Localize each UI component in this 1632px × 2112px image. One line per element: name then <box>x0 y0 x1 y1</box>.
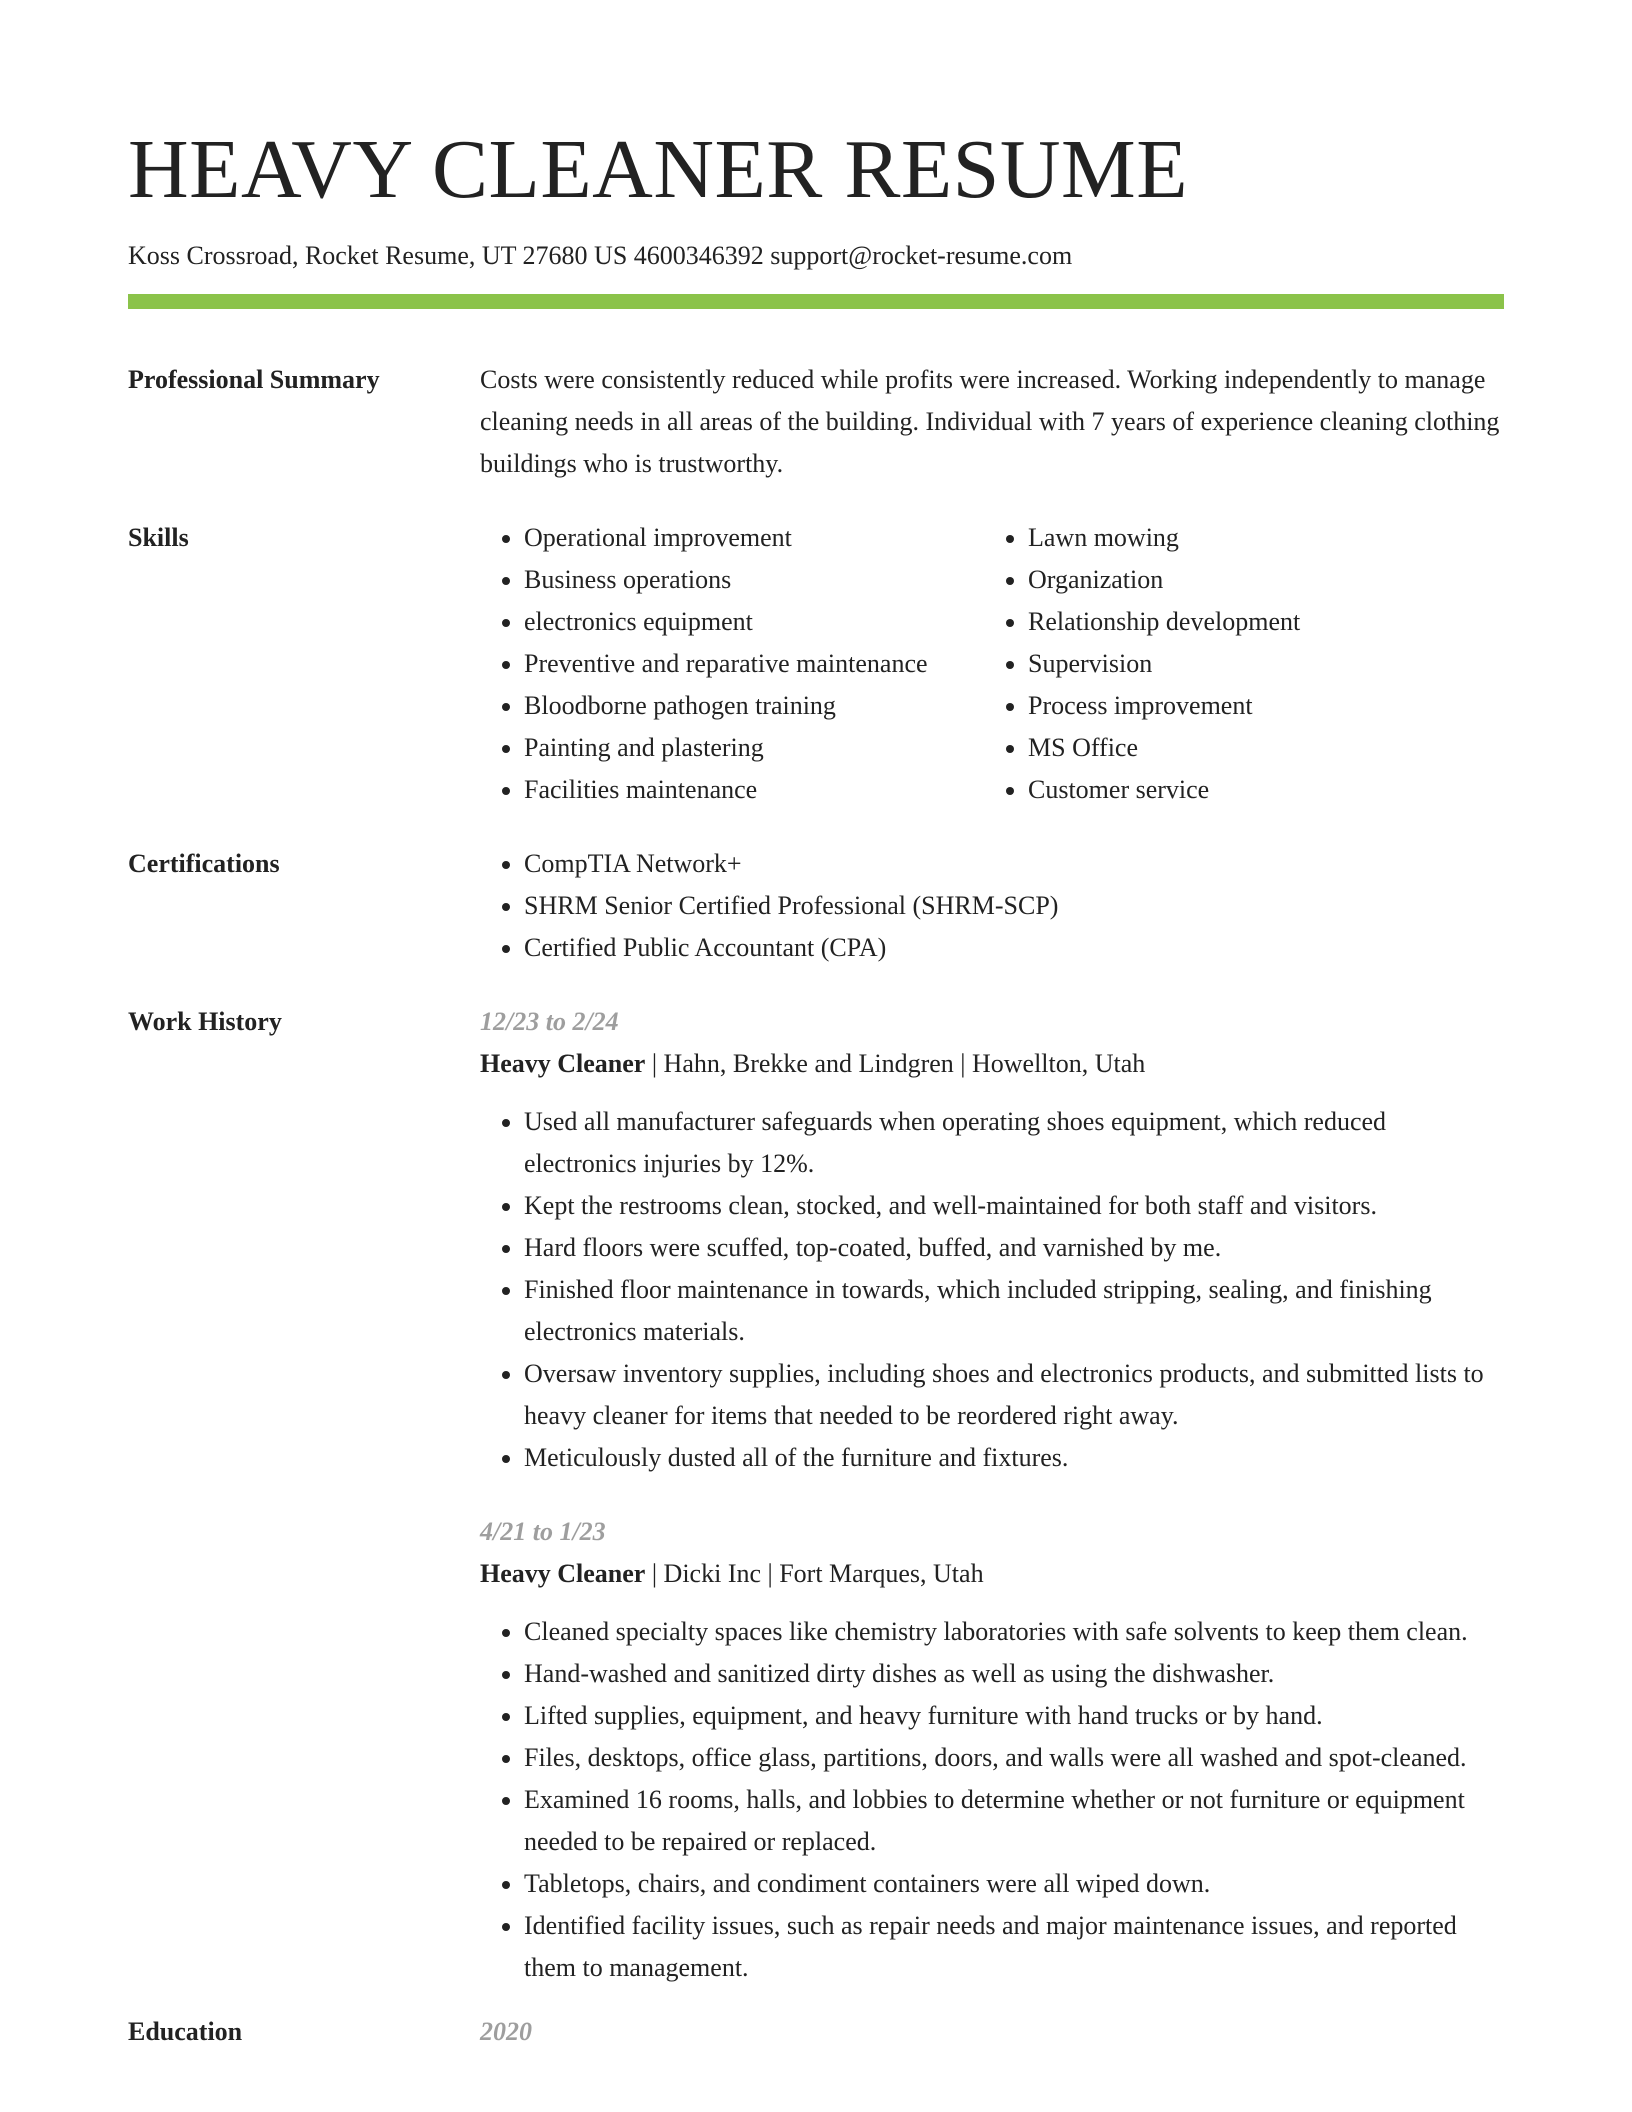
section-label: Education <box>128 2017 243 2046</box>
certification-item: • Certified Public Accountant (CPA) <box>524 927 1504 969</box>
job-title: Heavy Cleaner <box>480 1559 646 1588</box>
certifications-list <box>480 843 1504 969</box>
job-entry <box>480 1511 1504 1989</box>
skill-item: • Organization <box>1028 559 1504 601</box>
certifications-section <box>128 843 1504 969</box>
job-employer-location: | Hahn, Brekke and Lindgren | Howellton, Utah <box>645 1049 1146 1078</box>
section-label: Certifications <box>128 849 280 878</box>
job-bullets <box>480 1611 1504 1989</box>
certification-item: • SHRM Senior Certified Professional (SHRM-SCP) <box>524 885 1504 927</box>
summary-text: Costs were consistently reduced while profits were increased. Working independently to manage cleaning needs in all areas of the building. Individual with 7 years of experience cleaning clothing buildings who is trustworthy. <box>480 365 1500 478</box>
job-dates: 4/21 to 1/23 <box>480 1517 606 1546</box>
skills-column-2 <box>984 517 1504 811</box>
skill-item: • electronics equipment <box>524 601 984 643</box>
skill-item: • Supervision <box>1028 643 1504 685</box>
job-employer-location: | Dicki Inc | Fort Marques, Utah <box>645 1559 984 1588</box>
job-bullet: • Lifted supplies, equipment, and heavy furniture with hand trucks or by hand. <box>524 1695 1504 1737</box>
job-bullet: • Oversaw inventory supplies, including shoes and electronics products, and submitted lists to heavy cleaner for items that needed to be reordered right away. <box>524 1353 1504 1437</box>
skill-item: • Painting and plastering <box>524 727 984 769</box>
job-dates: 12/23 to 2/24 <box>480 1007 619 1036</box>
professional-summary-section <box>128 359 1504 485</box>
job-bullet: • Kept the restrooms clean, stocked, and well-maintained for both staff and visitors. <box>524 1185 1504 1227</box>
skill-item: • Lawn mowing <box>1028 517 1504 559</box>
skill-item: • Process improvement <box>1028 685 1504 727</box>
skill-item: • Operational improvement <box>524 517 984 559</box>
job-heading <box>480 1553 1504 1595</box>
section-label: Work History <box>128 1007 282 1036</box>
job-heading <box>480 1043 1504 1085</box>
skill-item: • Customer service <box>1028 769 1504 811</box>
job-bullet: • Hand-washed and sanitized dirty dishes as well as using the dishwasher. <box>524 1653 1504 1695</box>
certification-item: • CompTIA Network+ <box>524 843 1504 885</box>
resume-page <box>128 0 1504 2053</box>
section-label: Skills <box>128 523 189 552</box>
skill-item: • Relationship development <box>1028 601 1504 643</box>
education-section <box>128 2011 1504 2053</box>
skill-item: • Business operations <box>524 559 984 601</box>
job-bullet: • Meticulously dusted all of the furniture and fixtures. <box>524 1437 1504 1479</box>
section-label: Professional Summary <box>128 365 380 394</box>
job-bullet: • Tabletops, chairs, and condiment containers were all wiped down. <box>524 1863 1504 1905</box>
accent-divider <box>128 294 1504 309</box>
resume-title: HEAVY CLEANER RESUME <box>128 123 1189 216</box>
skills-list <box>480 517 1504 811</box>
job-title: Heavy Cleaner <box>480 1049 646 1078</box>
job-bullet: • Identified facility issues, such as repair needs and major maintenance issues, and reported them to management. <box>524 1905 1504 1989</box>
skills-column-1 <box>480 517 984 811</box>
contact-line: Koss Crossroad, Rocket Resume, UT 27680 US 4600346392 support@rocket-resume.com <box>128 241 1073 270</box>
job-bullet: • Hard floors were scuffed, top-coated, buffed, and varnished by me. <box>524 1227 1504 1269</box>
skill-item: • MS Office <box>1028 727 1504 769</box>
job-bullet: • Cleaned specialty spaces like chemistry laboratories with safe solvents to keep them clean. <box>524 1611 1504 1653</box>
skill-item: • Bloodborne pathogen training <box>524 685 984 727</box>
skill-item: • Facilities maintenance <box>524 769 984 811</box>
job-bullet: • Examined 16 rooms, halls, and lobbies to determine whether or not furniture or equipment needed to be repaired or replaced. <box>524 1779 1504 1863</box>
job-bullet: • Used all manufacturer safeguards when operating shoes equipment, which reduced electronics injuries by 12%. <box>524 1101 1504 1185</box>
skill-item: • Preventive and reparative maintenance <box>524 643 984 685</box>
skills-section <box>128 517 1504 811</box>
education-date: 2020 <box>480 2017 532 2046</box>
job-bullet: • Finished floor maintenance in towards, which included stripping, sealing, and finishing electronics materials. <box>524 1269 1504 1353</box>
job-entry <box>480 1001 1504 1479</box>
job-bullets <box>480 1101 1504 1479</box>
work-history-section <box>128 1001 1504 1989</box>
job-bullet: • Files, desktops, office glass, partitions, doors, and walls were all washed and spot-cleaned. <box>524 1737 1504 1779</box>
